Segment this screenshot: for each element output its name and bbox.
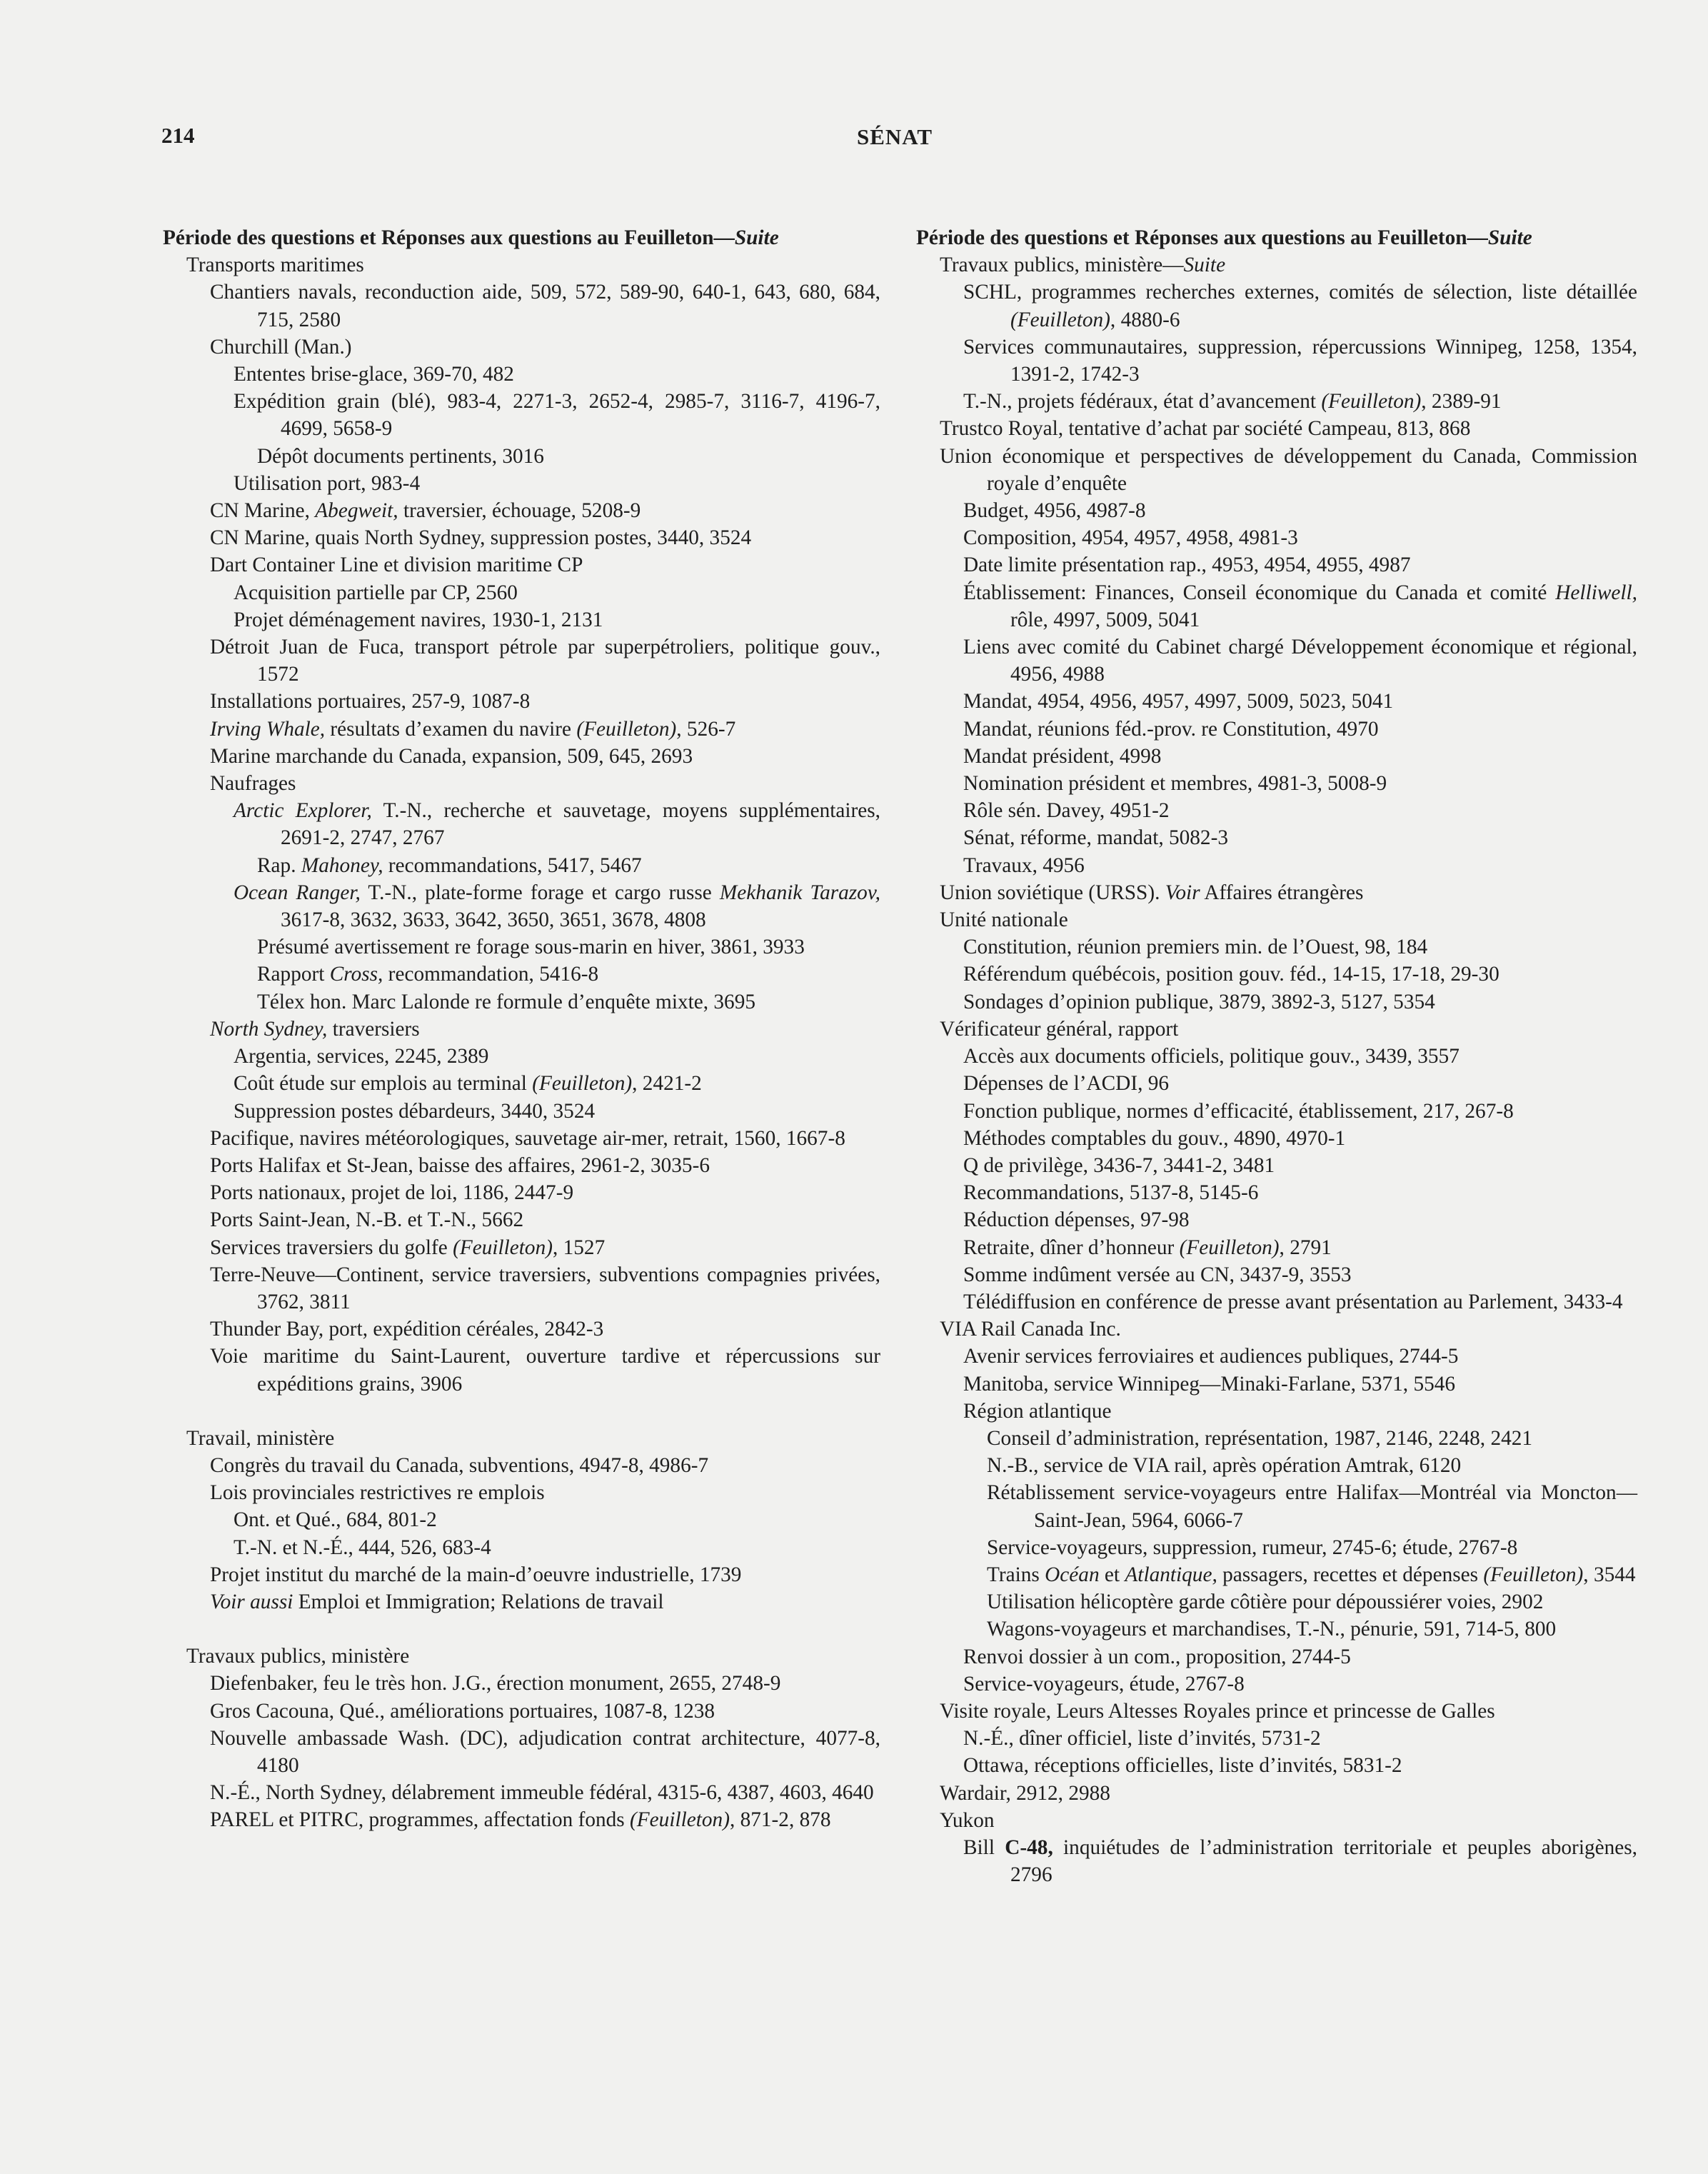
entry-text: Télex hon. Marc Lalonde re formule d’enquête mixte, 3695 [257, 990, 755, 1013]
entry-text: Churchill (Man.) [210, 335, 352, 359]
index-entry-level-2 [163, 1725, 880, 1779]
entry-text: Ententes brise-glace, 369-70, 482 [233, 363, 514, 386]
entry-text: Mandat président, 4998 [963, 744, 1162, 768]
index-entry-level-3 [916, 1616, 1637, 1643]
italic-text: (Feuilleton) [453, 1236, 553, 1259]
entry-text: 3617-8, 3632, 3633, 3642, 3650, 3651, 3678, 4808 [281, 908, 706, 932]
entry-text: Présumé avertissement re forage sous-marin en hiver, 3861, 3933 [257, 936, 805, 959]
entry-text: T.-N., plate-forme forage et cargo russe [360, 881, 720, 904]
index-entry-level-3 [163, 1043, 880, 1070]
entry-text: Référendum québécois, position gouv. féd., 14-15, 17-18, 29-30 [963, 963, 1499, 986]
index-entry-level-4 [163, 443, 880, 470]
italic-text: (Feuilleton) [630, 1808, 730, 1832]
entry-text: N.-É., dîner officiel, liste d’invités, 5731-2 [963, 1727, 1321, 1750]
index-entry-level-2 [916, 1152, 1637, 1179]
entry-text: Trains [987, 1563, 1045, 1586]
index-entry-level-3 [916, 1452, 1637, 1479]
entry-text: SCHL, programmes recherches externes, comités de sélection, liste détaillée [963, 281, 1637, 304]
entry-text: Fonction publique, normes d’efficacité, établissement, 217, 267-8 [963, 1099, 1514, 1123]
index-entry-level-2 [916, 1206, 1637, 1233]
index-entry-level-2 [163, 716, 880, 743]
entry-text: Emploi et Immigration; Relations de travail [293, 1590, 664, 1613]
entry-text: Chantiers navals, reconduction aide, 509, 572, 589-90, 640-1, 643, 680, 684, 715, 2580 [210, 281, 880, 331]
section-heading [163, 224, 880, 251]
index-entry-level-1 [916, 1316, 1637, 1343]
index-entry-level-3 [163, 606, 880, 633]
entry-text: Date limite présentation rap., 4953, 4954, 4955, 4987 [963, 553, 1411, 577]
index-entry-level-2 [916, 933, 1637, 961]
index-entry-level-2 [163, 1316, 880, 1343]
index-entry-level-2 [163, 1206, 880, 1233]
entry-text: Bill [963, 1835, 1005, 1859]
entry-text: Argentia, services, 2245, 2389 [233, 1045, 489, 1068]
entry-text: Accès aux documents officiels, politique gouv., 3439, 3557 [963, 1045, 1460, 1068]
index-entry-level-2 [916, 579, 1637, 633]
entry-text: Réduction dépenses, 97-98 [963, 1208, 1190, 1232]
italic-text: Voir aussi [210, 1590, 293, 1613]
entry-text: Dépenses de l’ACDI, 96 [963, 1072, 1170, 1096]
entry-text: Ottawa, réceptions officielles, liste d’invités, 5831-2 [963, 1754, 1402, 1778]
entry-text: Retraite, dîner d’honneur [963, 1236, 1180, 1259]
entry-text: Lois provinciales restrictives re emplois [210, 1481, 545, 1505]
index-entry-level-2 [163, 1588, 880, 1616]
entry-text: Rétablissement service-voyageurs entre Halifax—Montréal via Moncton—Saint-Jean, 5964, 6066-7 [987, 1481, 1637, 1532]
index-entry-level-2 [163, 551, 880, 578]
index-entry-level-2 [163, 497, 880, 524]
entry-text: Service-voyageurs, étude, 2767-8 [963, 1672, 1245, 1695]
index-entry-level-2 [916, 797, 1637, 824]
entry-text: Ports nationaux, projet de loi, 1186, 2447-9 [210, 1181, 574, 1205]
index-entry-level-2 [916, 1125, 1637, 1152]
entry-text: Renvoi dossier à un com., proposition, 2744-5 [963, 1645, 1351, 1668]
index-entry-level-2 [916, 824, 1637, 851]
italic-text: (Feuilleton) [1010, 308, 1110, 331]
entry-text: Rapport [257, 963, 330, 986]
index-entry-level-3 [916, 1534, 1637, 1561]
entry-text: , 1527 [552, 1236, 606, 1259]
index-entry-level-3 [916, 1561, 1637, 1588]
index-entry-level-2 [916, 1670, 1637, 1698]
entry-text: Télédiffusion en conférence de presse avant présentation au Parlement, 3433-4 [963, 1290, 1623, 1313]
index-entry-level-2 [916, 1070, 1637, 1097]
index-entry-level-2 [163, 770, 880, 797]
running-title: SÉNAT [857, 124, 933, 149]
italic-text: (Feuilleton) [1179, 1236, 1280, 1259]
index-entry-level-2 [916, 334, 1637, 388]
entry-text: Voie maritime du Saint-Laurent, ouverture tardive et répercussions sur expéditions grains, 3906 [210, 1345, 880, 1396]
entry-text: N.-B., service de VIA rail, après opération Amtrak, 6120 [987, 1454, 1462, 1478]
italic-text: Ocean Ranger, [233, 881, 361, 904]
entry-text: Travaux, 4956 [963, 853, 1085, 877]
entry-text: Manitoba, service Winnipeg—Minaki-Farlane, 5371, 5546 [963, 1372, 1456, 1396]
index-entry-level-4 [163, 933, 880, 961]
entry-text: Sénat, réforme, mandat, 5082-3 [963, 826, 1228, 850]
index-entry-level-2 [163, 1670, 880, 1697]
index-entry-level-1 [916, 879, 1637, 906]
entry-text: T.-N. et N.-É., 444, 526, 683-4 [233, 1536, 491, 1559]
index-entry-level-2 [916, 1288, 1637, 1316]
entry-text: Service-voyageurs, suppression, rumeur, 2745-6; étude, 2767-8 [987, 1536, 1518, 1559]
italic-text: Helliwell, [1555, 581, 1637, 604]
index-entry-level-2 [916, 497, 1637, 524]
index-entry-level-3 [163, 388, 880, 442]
index-entry-level-4 [163, 852, 880, 879]
index-entry-level-2 [916, 716, 1637, 743]
index-entry-level-2 [916, 1261, 1637, 1288]
index-entry-level-2 [163, 688, 880, 715]
italic-text: Suite [1487, 226, 1532, 249]
entry-text: Nouvelle ambassade Wash. (DC), adjudication contrat architecture, 4077-8, 4180 [210, 1726, 880, 1777]
entry-text: Yukon [940, 1808, 995, 1832]
index-entry-level-4 [163, 961, 880, 988]
entry-text: T.-N., projets fédéraux, état d’avancement [963, 390, 1322, 414]
entry-text: Avenir services ferroviaires et audiences publiques, 2744-5 [963, 1345, 1459, 1368]
entry-text: Gros Cacouna, Qué., améliorations portuaires, 1087-8, 1238 [210, 1699, 715, 1723]
index-entry-level-2 [916, 524, 1637, 551]
entry-text: Détroit Juan de Fuca, transport pétrole par superpétroliers, politique gouv., 1572 [210, 636, 880, 686]
index-entry-level-2 [163, 1234, 880, 1261]
entry-text: Recommandations, 5137-8, 5145-6 [963, 1181, 1259, 1205]
index-entry-level-1 [916, 1016, 1637, 1043]
entry-text: Diefenbaker, feu le très hon. J.G., érection monument, 2655, 2748-9 [210, 1672, 781, 1695]
entry-text: Trustco Royal, tentative d’achat par société Campeau, 813, 868 [940, 417, 1471, 441]
index-entry-level-2 [163, 524, 880, 551]
index-entry-level-2 [916, 1098, 1637, 1125]
index-entry-level-2 [916, 1371, 1637, 1398]
entry-text: Affaires étrangères [1200, 881, 1364, 904]
index-entry-level-2 [916, 688, 1637, 715]
entry-text: Liens avec comité du Cabinet chargé Développement économique et régional, 4956, 4988 [963, 636, 1637, 686]
entry-text: CN Marine, [210, 499, 316, 523]
index-entry-level-2 [163, 1343, 880, 1397]
italic-text: Voir [1165, 881, 1200, 904]
right-column [916, 224, 1637, 1888]
index-entry-level-3 [163, 579, 880, 606]
entry-text: Ports Halifax et St-Jean, baisse des affaires, 2961-2, 3035-6 [210, 1153, 710, 1177]
entry-text: Marine marchande du Canada, expansion, 509, 645, 2693 [210, 744, 693, 768]
index-entry-level-2 [916, 743, 1637, 770]
entry-text: Projet institut du marché de la main-d’oeuvre industrielle, 1739 [210, 1563, 742, 1586]
index-entry-level-2 [163, 1561, 880, 1588]
index-entry-level-2 [163, 1152, 880, 1179]
index-entry-level-2 [163, 1698, 880, 1725]
entry-text: Utilisation port, 983-4 [233, 471, 421, 495]
entry-text: Wagons-voyageurs et marchandises, T.-N., pénurie, 591, 714-5, 800 [987, 1618, 1557, 1641]
entry-text: Installations portuaires, 257-9, 1087-8 [210, 690, 531, 713]
entry-text: Rôle sén. Davey, 4951-2 [963, 799, 1170, 823]
index-entry-level-3 [163, 470, 880, 497]
entry-text: Rap. [257, 853, 301, 877]
entry-text: et [1099, 1563, 1125, 1586]
entry-text: Ont. et Qué., 684, 801-2 [233, 1508, 437, 1532]
index-entry-level-1 [916, 1807, 1637, 1834]
italic-text: (Feuilleton) [1483, 1563, 1584, 1586]
index-entry-level-1 [163, 1643, 880, 1670]
entry-text: Ports Saint-Jean, N.-B. et T.-N., 5662 [210, 1208, 524, 1232]
entry-text: Sondages d’opinion publique, 3879, 3892-3, 5127, 5354 [963, 990, 1435, 1013]
index-entry-level-2 [916, 279, 1637, 333]
index-entry-level-2 [163, 743, 880, 770]
entry-text: recommandation, 5416-8 [383, 963, 599, 986]
entry-text: Services traversiers du golfe [210, 1236, 453, 1259]
entry-spacer [163, 1616, 880, 1643]
index-entry-level-2 [916, 1343, 1637, 1370]
entry-text: CN Marine, quais North Sydney, suppression postes, 3440, 3524 [210, 526, 752, 550]
entry-text: Services communautaires, suppression, répercussions Winnipeg, 1258, 1354, 1391-2, 1742-3 [963, 335, 1637, 386]
entry-text: Utilisation hélicoptère garde côtière pour dépoussiérer voies, 2902 [987, 1591, 1544, 1614]
index-entry-level-3 [163, 1506, 880, 1533]
entry-text: inquiétudes de l’administration territoriale et peuples aborigènes, 2796 [1010, 1835, 1637, 1887]
entry-text: Travail, ministère [186, 1426, 335, 1450]
index-entry-level-2 [916, 1234, 1637, 1261]
entry-text: Q de privilège, 3436-7, 3441-2, 3481 [963, 1153, 1275, 1177]
index-entry-level-2 [163, 1452, 880, 1479]
index-entry-level-2 [163, 1779, 880, 1806]
entry-text: Union soviétique (URSS). [940, 881, 1165, 904]
entry-text: Budget, 4956, 4987-8 [963, 499, 1146, 523]
index-entry-level-2 [163, 633, 880, 688]
index-entry-level-4 [163, 988, 880, 1016]
entry-text: Pacifique, navires météorologiques, sauvetage air-mer, retrait, 1560, 1667-8 [210, 1126, 845, 1150]
entry-text: Wardair, 2912, 2988 [940, 1781, 1110, 1805]
entry-text: Terre-Neuve—Continent, service traversiers, subventions compagnies privées, 3762, 3811 [210, 1263, 880, 1313]
index-entry-level-2 [916, 388, 1637, 415]
entry-text: traversier, échouage, 5208-9 [398, 499, 641, 523]
index-entry-level-3 [916, 1479, 1637, 1533]
section-heading [916, 224, 1637, 251]
italic-text: North Sydney, [210, 1017, 328, 1041]
index-entry-level-1 [163, 1425, 880, 1452]
italic-text: Atlantique, [1125, 1563, 1217, 1586]
index-entry-level-2 [916, 1725, 1637, 1752]
entry-text: Établissement: Finances, Conseil économique du Canada et comité [963, 581, 1556, 604]
entry-text: résultats d’examen du navire [325, 717, 577, 741]
index-entry-level-2 [163, 1261, 880, 1316]
index-entry-level-3 [916, 1588, 1637, 1616]
entry-text: recommandations, 5417, 5467 [383, 853, 642, 877]
index-entry-level-3 [163, 1534, 880, 1561]
entry-text: Union économique et perspectives de développement du Canada, Commission royale d’enquête [940, 444, 1637, 495]
entry-text: Dépôt documents pertinents, 3016 [257, 444, 544, 468]
index-entry-level-3 [916, 1425, 1637, 1452]
entry-text: Mandat, réunions féd.-prov. re Constitution, 4970 [963, 717, 1379, 741]
left-column [163, 224, 880, 1834]
entry-text: Travaux publics, ministère [186, 1645, 410, 1668]
italic-text: (Feuilleton) [576, 717, 677, 741]
index-entry-level-2 [163, 1179, 880, 1206]
entry-text: Congrès du travail du Canada, subventions, 4947-8, 4986-7 [210, 1453, 709, 1477]
entry-text: Période des questions et Réponses aux questions au Feuilleton— [163, 226, 735, 249]
entry-text: Suppression postes débardeurs, 3440, 3524 [233, 1099, 596, 1123]
entry-text: , 871-2, 878 [729, 1808, 831, 1832]
italic-text: Irving Whale, [210, 717, 326, 741]
entry-text: Thunder Bay, port, expédition céréales, 2842-3 [210, 1318, 604, 1341]
page-number: 214 [161, 123, 195, 148]
italic-text: (Feuilleton) [1321, 390, 1422, 414]
index-entry-level-2 [916, 1043, 1637, 1070]
italic-text: (Feuilleton) [532, 1072, 633, 1096]
entry-text: Nomination président et membres, 4981-3, 5008-9 [963, 772, 1387, 796]
entry-text: Unité nationale [940, 908, 1068, 932]
index-entry-level-2 [916, 1179, 1637, 1206]
italic-text: Suite [734, 226, 779, 249]
entry-text: Conseil d’administration, représentation, 1987, 2146, 2248, 2421 [987, 1426, 1533, 1450]
index-entry-level-2 [916, 633, 1637, 688]
italic-text: Mekhanik Tarazov, [719, 881, 880, 904]
italic-text: Abegweit, [315, 499, 398, 523]
entry-text: Naufrages [210, 772, 296, 796]
index-entry-level-3 [163, 797, 880, 851]
entry-text: Somme indûment versée au CN, 3437-9, 3553 [963, 1263, 1352, 1286]
entry-spacer [163, 1398, 880, 1425]
entry-text: N.-É., North Sydney, délabrement immeuble fédéral, 4315-6, 4387, 4603, 4640 [210, 1781, 874, 1805]
italic-text: Océan [1045, 1563, 1100, 1586]
index-entry-level-1 [916, 906, 1637, 933]
entry-text: Acquisition partielle par CP, 2560 [233, 581, 518, 604]
index-entry-level-2 [163, 1806, 880, 1833]
entry-text: , 4880-6 [1110, 308, 1180, 331]
entry-text: T.-N., recherche et sauvetage, moyens supplémentaires, 2691-2, 2747, 2767 [281, 799, 881, 850]
index-entry-level-2 [916, 1834, 1637, 1888]
entry-text: traversiers [327, 1017, 420, 1041]
index-entry-level-1 [916, 251, 1637, 279]
entry-text: Projet déménagement navires, 1930-1, 2131 [233, 608, 603, 631]
entry-text: , 2389-91 [1421, 390, 1502, 414]
entry-text: Région atlantique [963, 1399, 1112, 1423]
index-entry-level-3 [163, 1098, 880, 1125]
entry-text: PAREL et PITRC, programmes, affectation fonds [210, 1808, 631, 1832]
entry-text: Expédition grain (blé), 983-4, 2271-3, 2652-4, 2985-7, 3116-7, 4196-7, 4699, 5658-9 [233, 390, 880, 441]
entry-text: Visite royale, Leurs Altesses Royales prince et princesse de Galles [940, 1699, 1495, 1723]
index-entry-level-3 [163, 361, 880, 388]
index-entry-level-2 [916, 852, 1637, 879]
index-entry-level-2 [163, 1016, 880, 1043]
entry-text: Travaux publics, ministère— [940, 254, 1184, 277]
entry-text: , 3544 [1583, 1563, 1636, 1586]
entry-text: , 2421-2 [632, 1072, 702, 1096]
entry-text: , 2791 [1279, 1236, 1332, 1259]
index-entry-level-2 [916, 988, 1637, 1016]
index-entry-level-3 [163, 1070, 880, 1097]
entry-text: passagers, recettes et dépenses [1217, 1563, 1484, 1586]
bold-text: C-48, [1005, 1835, 1053, 1859]
index-entry-level-1 [916, 1698, 1637, 1725]
entry-text: Transports maritimes [186, 254, 364, 277]
entry-text: Constitution, réunion premiers min. de l’Ouest, 98, 184 [963, 936, 1428, 959]
entry-text: Période des questions et Réponses aux questions au Feuilleton— [916, 226, 1488, 249]
italic-text: Mahoney, [301, 853, 383, 877]
index-entry-level-2 [916, 551, 1637, 578]
entry-text: Vérificateur général, rapport [940, 1017, 1179, 1041]
index-entry-level-2 [916, 961, 1637, 988]
index-entry-level-1 [916, 415, 1637, 442]
italic-text: Cross, [329, 963, 383, 986]
entry-text: Mandat, 4954, 4956, 4957, 4997, 5009, 5023, 5041 [963, 690, 1394, 713]
index-entry-level-3 [163, 879, 880, 933]
italic-text: Suite [1183, 254, 1226, 277]
index-entry-level-2 [163, 1125, 880, 1152]
index-entry-level-2 [916, 770, 1637, 797]
entry-text: Coût étude sur emplois au terminal [233, 1072, 533, 1096]
entry-text: Composition, 4954, 4957, 4958, 4981-3 [963, 526, 1298, 550]
index-entry-level-1 [916, 443, 1637, 497]
index-entry-level-2 [916, 1643, 1637, 1670]
index-entry-level-2 [916, 1398, 1637, 1425]
index-entry-level-2 [163, 1479, 880, 1506]
entry-text: , 526-7 [676, 717, 736, 741]
entry-text: VIA Rail Canada Inc. [940, 1318, 1121, 1341]
index-entry-level-2 [163, 279, 880, 333]
entry-text: Méthodes comptables du gouv., 4890, 4970-1 [963, 1126, 1346, 1150]
italic-text: Arctic Explorer, [233, 799, 372, 823]
index-entry-level-2 [163, 334, 880, 361]
index-entry-level-1 [916, 1780, 1637, 1807]
entry-text: Dart Container Line et division maritime CP [210, 553, 583, 577]
index-entry-level-2 [916, 1752, 1637, 1779]
index-entry-level-1 [163, 251, 880, 279]
entry-text: rôle, 4997, 5009, 5041 [1010, 608, 1200, 631]
